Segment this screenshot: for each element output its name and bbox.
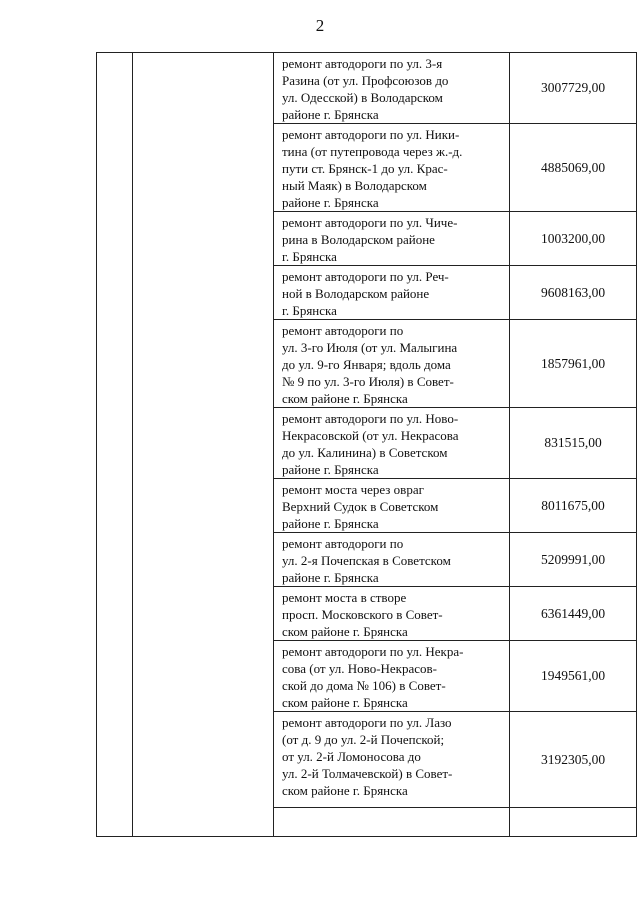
- work-description: ремонт моста в створе просп. Московского в Совет- ском районе г. Брянска: [274, 587, 510, 641]
- work-amount: 4885069,00: [510, 124, 637, 212]
- object-column: [133, 53, 274, 837]
- work-amount: 8011675,00: [510, 479, 637, 533]
- work-amount: 831515,00: [510, 408, 637, 479]
- work-amount: 1003200,00: [510, 212, 637, 266]
- work-description: ремонт автодороги по ул. Реч- ной в Володарском районе г. Брянска: [274, 266, 510, 320]
- work-amount: 9608163,00: [510, 266, 637, 320]
- work-description: ремонт автодороги по ул. Чиче- рина в Володарском районе г. Брянска: [274, 212, 510, 266]
- work-amount: 3192305,00: [510, 712, 637, 808]
- empty-cell: [274, 808, 510, 837]
- empty-cell: [510, 808, 637, 837]
- works-table: [96, 52, 637, 837]
- work-description: ремонт автодороги по ул. Некра- сова (от ул. Ново-Некрасов- ской до дома № 106) в Совет- ском районе г. Брянска: [274, 641, 510, 712]
- work-description: ремонт автодороги по ул. 3-го Июля (от ул. Малыгина до ул. 9-го Января; вдоль дома № 9 по ул. 3-го Июля) в Совет- ском районе г. Брянска: [274, 320, 510, 408]
- work-amount: 6361449,00: [510, 587, 637, 641]
- work-amount: 5209991,00: [510, 533, 637, 587]
- work-description: ремонт моста через овраг Верхний Судок в Советском районе г. Брянска: [274, 479, 510, 533]
- work-description: ремонт автодороги по ул. Ники- тина (от путепровода через ж.-д. пути ст. Брянск-1 до ул. Крас- ный Маяк) в Володарском районе г. Брянска: [274, 124, 510, 212]
- table-row: [97, 53, 637, 124]
- work-description: ремонт автодороги по ул. 3-я Разина (от ул. Профсоюзов до ул. Одесской) в Володарском районе г. Брянска: [274, 53, 510, 124]
- work-description: ремонт автодороги по ул. Лазо (от д. 9 до ул. 2-й Почепской; от ул. 2-й Ломоносова до ул. 2-й Толмачевской) в Совет- ском районе г. Брянска: [274, 712, 510, 808]
- page-number: 2: [315, 16, 325, 35]
- work-amount: 1949561,00: [510, 641, 637, 712]
- work-description: ремонт автодороги по ул. Ново- Некрасовской (от ул. Некрасова до ул. Калинина) в Советском районе г. Брянска: [274, 408, 510, 479]
- work-amount: 1857961,00: [510, 320, 637, 408]
- work-amount: 3007729,00: [510, 53, 637, 124]
- work-description: ремонт автодороги по ул. 2-я Почепская в Советском районе г. Брянска: [274, 533, 510, 587]
- number-column: [97, 53, 133, 837]
